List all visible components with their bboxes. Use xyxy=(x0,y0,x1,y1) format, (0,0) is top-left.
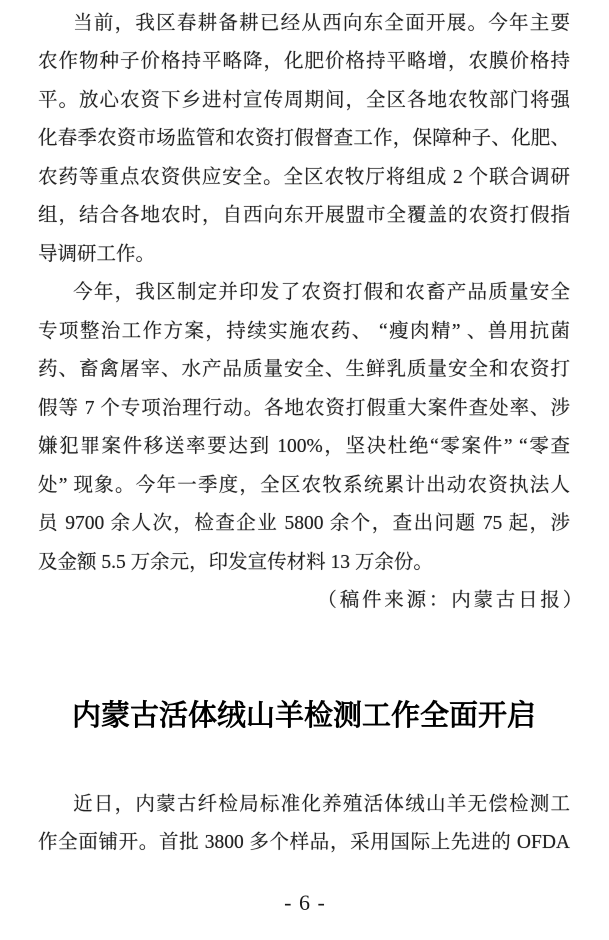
article-body xyxy=(38,5,570,583)
page-number: - 6 - xyxy=(284,890,325,915)
text-line: 今年，我区制定并印发了农资打假和农畜产品质量安全 xyxy=(73,282,570,303)
text-line: 化春季农资市场监管和农资打假督查工作，保障种子、化肥、 xyxy=(38,128,570,149)
text-line: 当前，我区春耕备耕已经从西向东全面开展。今年主要 xyxy=(73,12,570,34)
article-cashmere-goat xyxy=(38,694,570,863)
article-title: 内蒙古活体绒山羊检测工作全面开启 xyxy=(71,699,536,732)
paragraph xyxy=(38,5,570,275)
text-line: 导调研工作。 xyxy=(38,243,156,265)
article-body xyxy=(38,786,570,863)
text-line: 农作物种子价格持平略降，化肥价格持平略增，农膜价格持 xyxy=(38,51,570,72)
text-line: 农药等重点农资供应安全。全区农牧厅将组成 2 个联合调研 xyxy=(38,166,570,188)
text-line: 平。放心农资下乡进村宣传周期间，全区各地农牧部门将强 xyxy=(38,89,570,111)
text-line: 处” 现象。今年一季度，全区农牧系统累计出动农资执法人 xyxy=(38,474,570,496)
text-line: 嫌犯罪案件移送率要达到 100%，坚决杜绝“零案件” “零查 xyxy=(38,436,570,457)
text-line: 假等 7 个专项治理行动。各地农资打假重大案件查处率、涉 xyxy=(38,397,570,419)
paragraph xyxy=(38,786,570,863)
text-line: 近日，内蒙古纤检局标准化养殖活体绒山羊无偿检测工 xyxy=(73,793,570,815)
text-line: 员 9700 余人次，检查企业 5800 余个，查出问题 75 起，涉 xyxy=(38,513,570,534)
article-spring-farming xyxy=(38,5,585,621)
source-attribution: （稿件来源：内蒙古日报） xyxy=(317,590,585,611)
text-line: 专项整治工作方案，持续实施农药、 “瘦肉精” 、兽用抗菌 xyxy=(38,320,570,342)
text-line: 组，结合各地农时，自西向东开展盟市全覆盖的农资打假指 xyxy=(38,205,570,226)
paragraph xyxy=(38,274,570,582)
text-line: 作全面铺开。首批 3800 多个样品，采用国际上先进的 OFDA xyxy=(38,832,570,853)
text-line: 及金额 5.5 万余元，印发宣传材料 13 万余份。 xyxy=(38,551,433,573)
text-line: 药、畜禽屠宰、水产品质量安全、生鲜乳质量安全和农资打 xyxy=(38,359,570,380)
